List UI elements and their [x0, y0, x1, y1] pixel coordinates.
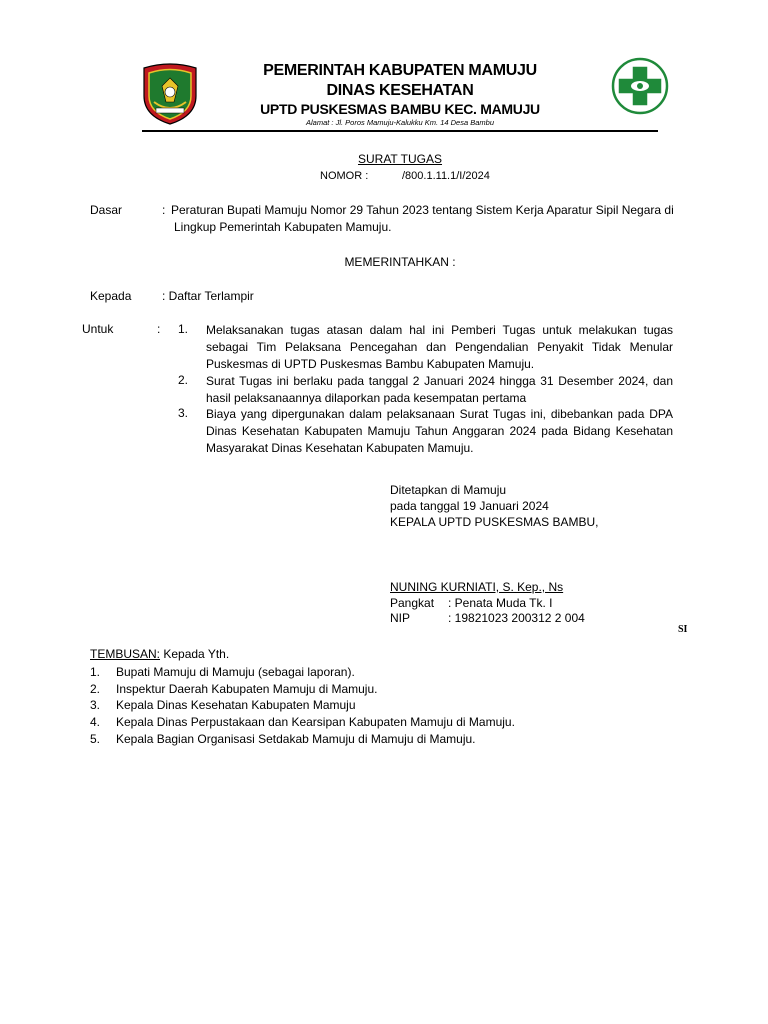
- letter-title: SURAT TUGAS: [357, 152, 443, 166]
- untuk-item-2-text: Surat Tugas ini berlaku pada tanggal 2 Januari 2024 hingga 31 Desember 2024, dan hasil pelaksanaannya dilaporkan pada kesempatan pertama: [206, 374, 673, 405]
- untuk-item-1-number: 1.: [178, 322, 189, 336]
- untuk-item-1-text: Melaksanakan tugas atasan dalam hal ini Pemberi Tugas untuk melakukan tugas sebagai Tim Pelaksana Pencegahan dan Pengendalian Penyakit Tidak Menular Puskesmas di UPTD Puskesmas Bambu Kabupaten Mamuju.: [206, 323, 673, 371]
- dasar-text-line-1: Peraturan Bupati Mamuju Nomor 29 Tahun 2023 tentang Sistem Kerja Aparatur Sipil Negara di: [171, 203, 674, 217]
- signature-position: KEPALA UPTD PUSKESMAS BAMBU,: [390, 515, 599, 529]
- header-line-1: PEMERINTAH KABUPATEN MAMUJU: [263, 62, 537, 79]
- header-address: Alamat : Jl. Poros Mamuju-Kalukku Km. 14 Desa Bambu: [306, 118, 494, 127]
- kepada-label: Kepada: [90, 289, 132, 303]
- tembusan-label: TEMBUSAN:: [90, 647, 161, 661]
- tembusan-heading: [90, 647, 229, 661]
- nip-value: : 19821023 200312 2 004: [448, 611, 585, 625]
- signature-name: NUNING KURNIATI, S. Kep., Ns: [390, 580, 564, 594]
- stray-text: SI: [678, 624, 688, 635]
- tembusan-item-3-number: 3.: [90, 698, 101, 712]
- memerintahkan-heading: MEMERINTAHKAN :: [344, 255, 456, 269]
- dasar-label: Dasar: [90, 203, 123, 217]
- untuk-item-3-text: Biaya yang dipergunakan dalam pelaksanaan Surat Tugas ini, dibebankan pada DPA Dinas Kesehatan Kabupaten Mamuju Tahun Anggaran 2024 pada Bidang Kesehatan Masyarakat Dinas Kesehatan Kabupaten Mamuju.: [206, 407, 673, 455]
- nip-label: NIP: [390, 611, 411, 625]
- tembusan-suffix: Kepada Yth.: [160, 647, 230, 661]
- nomor-value: /800.1.11.1/I/2024: [402, 170, 490, 182]
- tembusan-item-5-number: 5.: [90, 732, 101, 746]
- letterhead-divider: [142, 130, 658, 132]
- nomor-label: NOMOR :: [320, 170, 369, 182]
- dasar-colon: :: [162, 203, 166, 217]
- kepada-value: : Daftar Terlampir: [162, 289, 254, 303]
- untuk-label: Untuk: [82, 322, 114, 336]
- tembusan-item-2-number: 2.: [90, 682, 101, 696]
- signature-date: pada tanggal 19 Januari 2024: [390, 499, 549, 513]
- untuk-item-2-number: 2.: [178, 373, 189, 387]
- untuk-item-3-number: 3.: [178, 406, 189, 420]
- header-line-2: DINAS KESEHATAN: [326, 82, 474, 99]
- header-line-3: UPTD PUSKESMAS BAMBU KEC. MAMUJU: [260, 101, 540, 117]
- signature-place: Ditetapkan di Mamuju: [390, 483, 507, 497]
- dasar-text-line-2: Lingkup Pemerintah Kabupaten Mamuju.: [174, 220, 392, 234]
- pangkat-value: : Penata Muda Tk. I: [448, 596, 553, 610]
- tembusan-item-2-text: Inspektur Daerah Kabupaten Mamuju di Mamuju.: [116, 682, 378, 696]
- untuk-colon: :: [157, 322, 161, 336]
- pangkat-label: Pangkat: [390, 596, 435, 610]
- tembusan-item-3-text: Kepala Dinas Kesehatan Kabupaten Mamuju: [116, 698, 356, 712]
- tembusan-item-1-number: 1.: [90, 665, 101, 679]
- tembusan-item-4-number: 4.: [90, 715, 101, 729]
- tembusan-item-5-text: Kepala Bagian Organisasi Setdakab Mamuju di Mamuju di Mamuju.: [116, 732, 476, 746]
- tembusan-item-1-text: Bupati Mamuju di Mamuju (sebagai laporan).: [116, 665, 355, 679]
- tembusan-item-4-text: Kepala Dinas Perpustakaan dan Kearsipan Kabupaten Mamuju di Mamuju.: [116, 715, 515, 729]
